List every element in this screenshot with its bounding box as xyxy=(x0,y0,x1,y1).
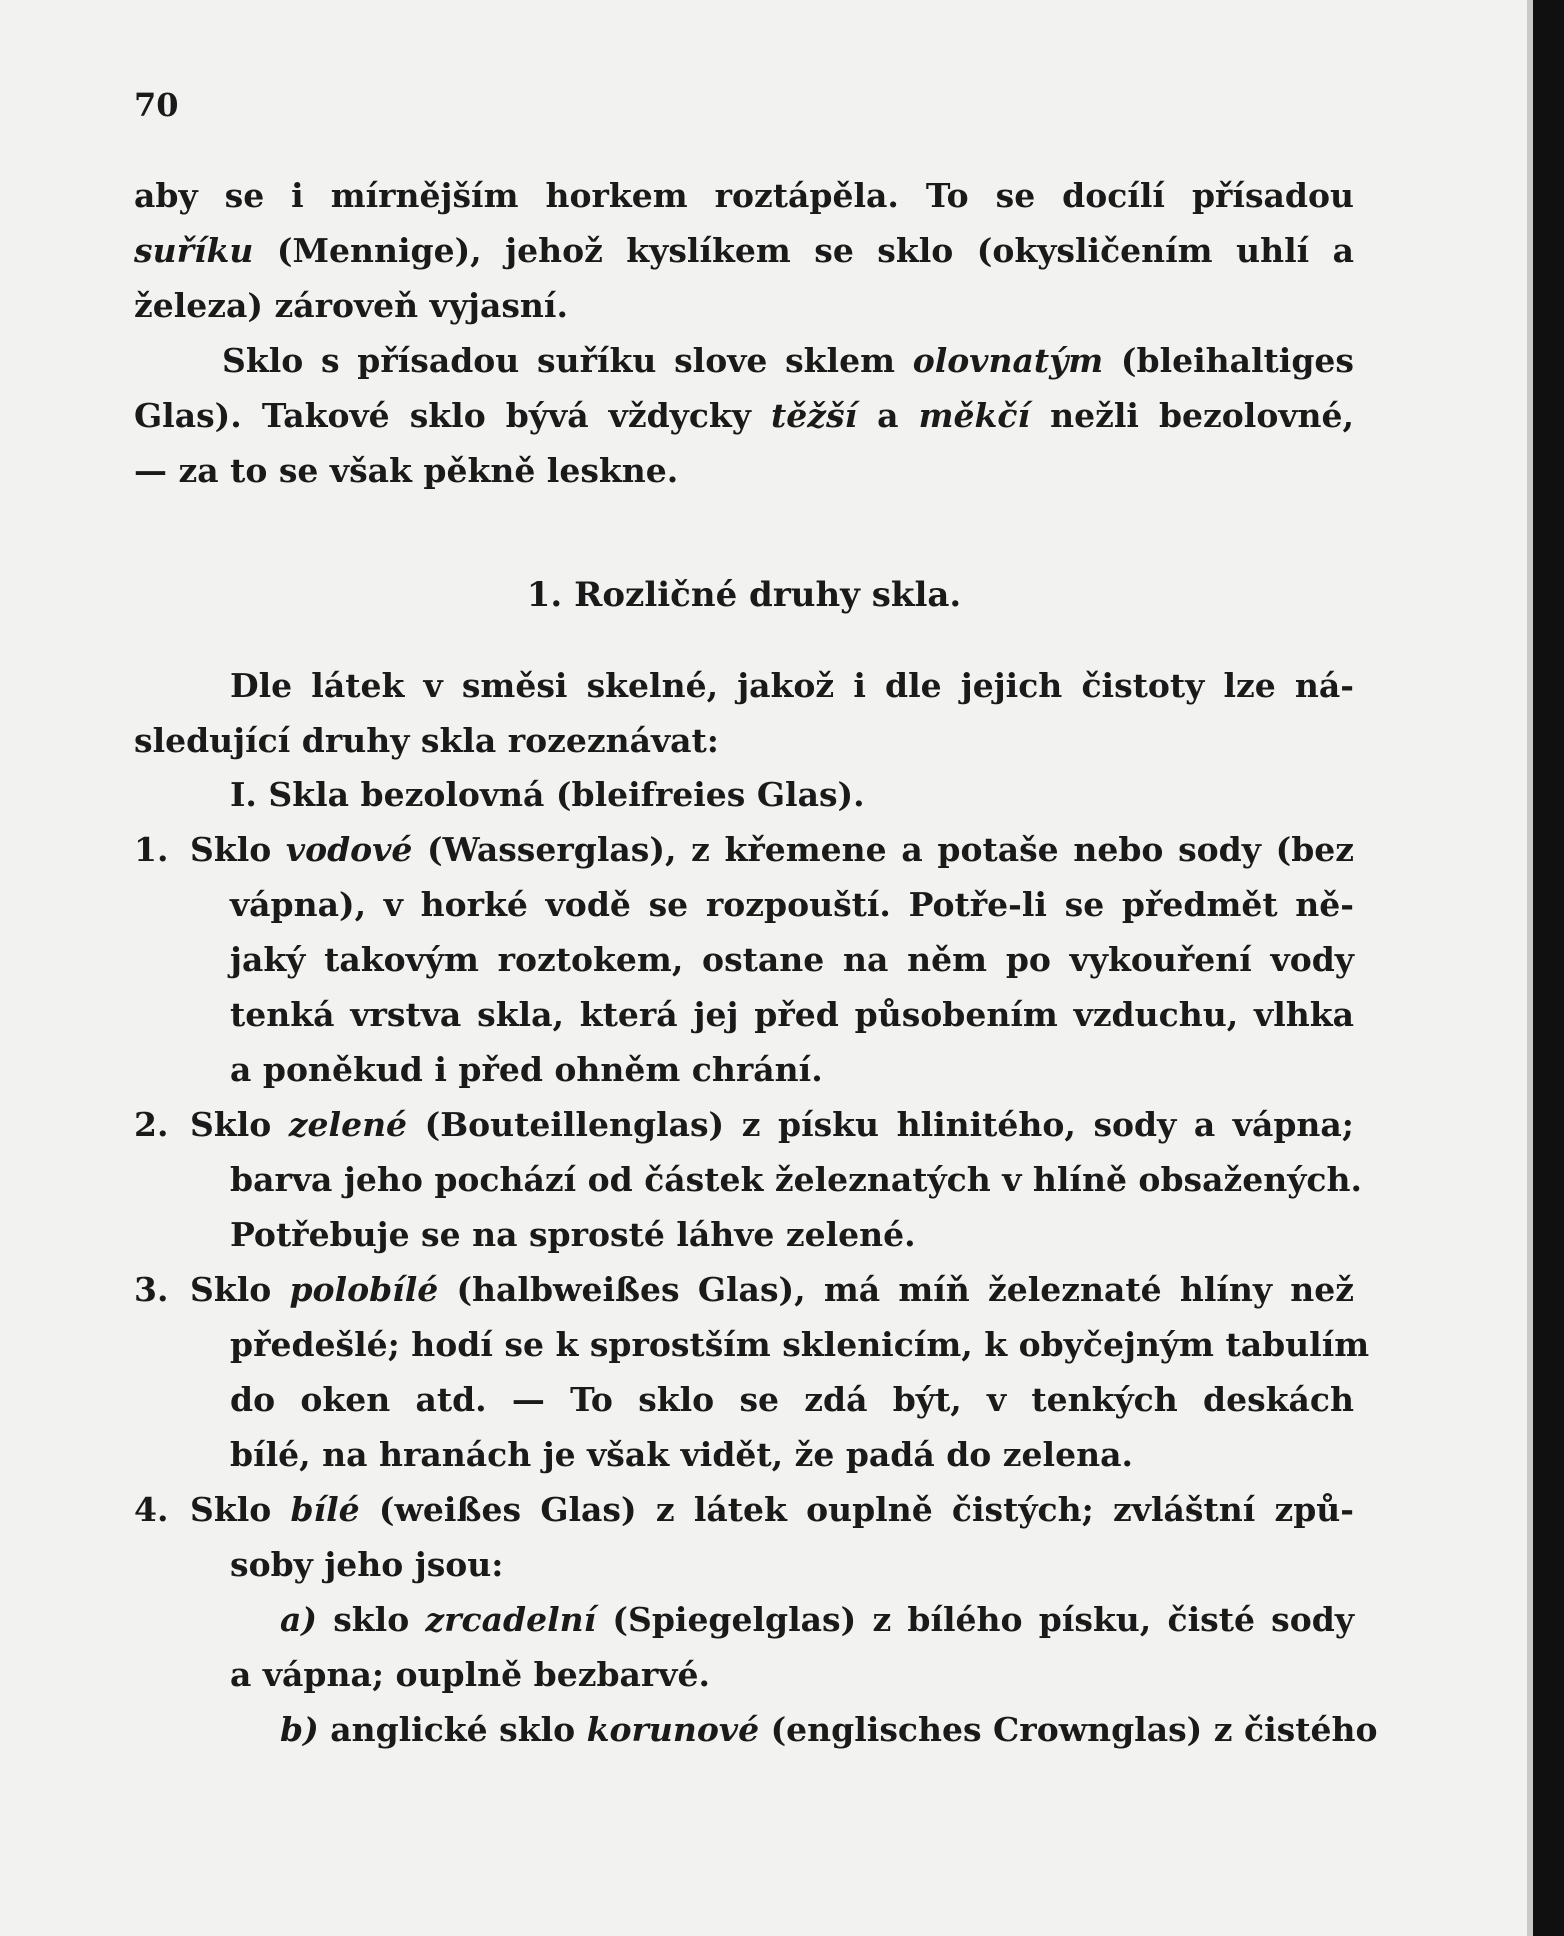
text-line: do oken atd. — To sklo se zdá být, v tenkých deskách xyxy=(230,1380,1354,1419)
text-line: předešlé; hodí se k sprostším sklenicím, k obyčejným tabulím xyxy=(230,1325,1370,1364)
emphasis: těžší xyxy=(771,396,858,435)
sub-item-letter: b) xyxy=(280,1710,319,1749)
text-line: a poněkud i před ohněm chrání. xyxy=(230,1050,823,1089)
text-line: jaký takovým roztokem, ostane na něm po vykouření vody xyxy=(230,940,1354,979)
emphasis: olovnatým xyxy=(912,341,1104,380)
list-item xyxy=(134,1268,1354,1312)
text-line: soby jeho jsou: xyxy=(230,1545,504,1584)
section-heading: 1. Rozličné druhy skla. xyxy=(526,575,962,615)
text-line: tenká vrstva skla, která jej před působením vzduchu, vlhka xyxy=(230,995,1354,1034)
text-line: barva jeho pochází od částek železnatých v hlíně obsažených. xyxy=(230,1160,1362,1199)
emphasis: zelené xyxy=(288,1105,408,1144)
list-item xyxy=(134,828,1354,872)
text-span: Sklo s přísadou suříku slove sklem xyxy=(222,341,913,380)
scan-backdrop xyxy=(1533,0,1564,1936)
text-span: (halbweißes Glas), má míň železnaté hlíny než xyxy=(438,1270,1354,1309)
emphasis: korunové xyxy=(586,1710,760,1749)
text-span: (weißes Glas) z látek ouplně čistých; zvláštní způ- xyxy=(359,1490,1354,1529)
text-span: Sklo xyxy=(190,1270,290,1309)
list-number: 4. xyxy=(134,1490,169,1529)
text-line: Potřebuje se na sprosté láhve zelené. xyxy=(230,1215,916,1254)
text-span: (Mennige), jehož kyslíkem se sklo (okysličením uhlí a xyxy=(253,231,1354,270)
text-line: — za to se však pěkně leskne. xyxy=(134,451,679,490)
text-line xyxy=(134,229,1354,273)
emphasis: zrcadelní xyxy=(425,1600,597,1639)
text-span: nežli bezolovné, xyxy=(1030,396,1354,435)
text-line xyxy=(222,339,1354,383)
text-line xyxy=(134,394,1354,438)
text-span: (Bouteillenglas) z písku hlinitého, sody a vápna; xyxy=(407,1105,1354,1144)
emphasis: bílé xyxy=(290,1490,360,1529)
text-line: a vápna; ouplně bezbarvé. xyxy=(230,1655,710,1694)
text-span: anglické sklo xyxy=(318,1710,587,1749)
text-line: Dle látek v směsi skelné, jakož i dle jejich čistoty lze ná- xyxy=(230,666,1354,705)
text-span: Sklo xyxy=(190,1490,291,1529)
sub-item xyxy=(280,1598,1354,1642)
text-span: Sklo xyxy=(190,830,286,869)
list-number: 1. xyxy=(134,830,169,869)
text-line: aby se i mírnějším horkem roztápěla. To se docílí přísadou xyxy=(134,176,1354,215)
text-line: vápna), v horké vodě se rozpouští. Potře-li se předmět ně- xyxy=(230,885,1354,924)
text-span: (Spiegelglas) z bílého písku, čisté sody xyxy=(596,1600,1354,1639)
text-line: železa) zároveň vyjasní. xyxy=(134,286,568,325)
text-line: sledující druhy skla rozeznávat: xyxy=(134,721,719,760)
emphasis: měkčí xyxy=(918,396,1031,435)
emphasis: polobílé xyxy=(289,1270,439,1309)
text-line: bílé, na hranách je však vidět, že padá do zelena. xyxy=(230,1435,1133,1474)
text-span: a xyxy=(857,396,919,435)
text-span: (bleihaltiges xyxy=(1103,341,1354,380)
list-item xyxy=(134,1488,1354,1532)
list-number: 2. xyxy=(134,1105,169,1144)
text-span: (englisches Crownglas) z čistého xyxy=(759,1710,1378,1749)
text-span: (Wasserglas), z křemene a potaše nebo sody (bez xyxy=(412,830,1355,869)
text-span: Glas). Takové sklo bývá vždycky xyxy=(134,396,772,435)
sub-item xyxy=(280,1708,1378,1752)
emphasis: vodové xyxy=(285,830,413,869)
text-span: Sklo xyxy=(190,1105,289,1144)
text-span: sklo xyxy=(317,1600,426,1639)
list-item xyxy=(134,1103,1354,1147)
sub-item-letter: a) xyxy=(280,1600,317,1639)
list-number: 3. xyxy=(134,1270,169,1309)
subsection-heading: I. Skla bezolovná (bleifreies Glas). xyxy=(230,775,865,814)
page-number: 70 xyxy=(134,86,179,124)
emphasis: suříku xyxy=(134,231,254,270)
